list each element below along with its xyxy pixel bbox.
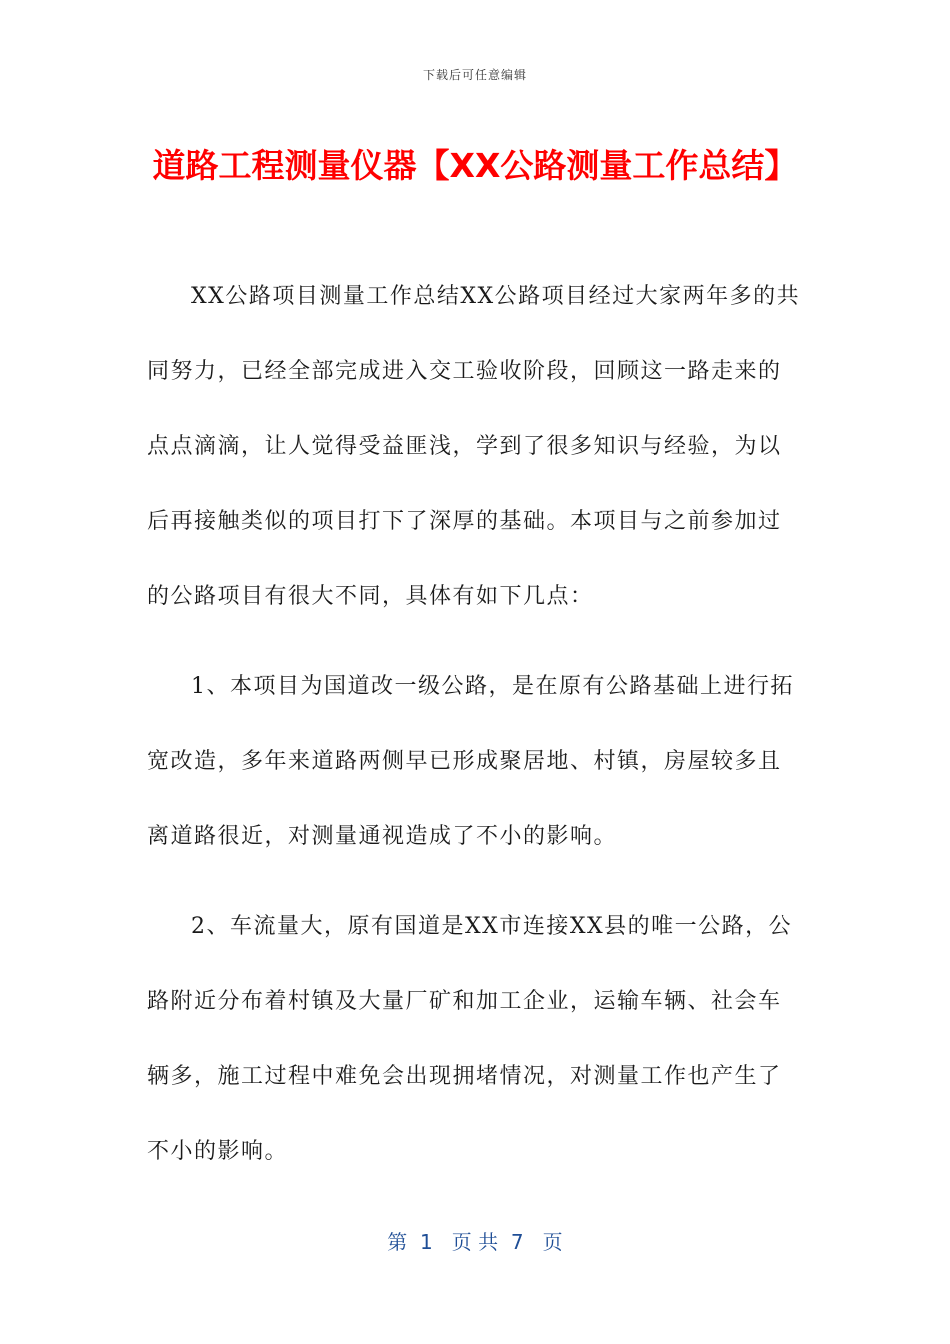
paragraph-line: 离道路很近，对测量通视造成了不小的影响。 xyxy=(147,824,618,849)
paragraph-line: 辆多，施工过程中难免会出现拥堵情况，对测量工作也产生了 xyxy=(147,1064,782,1089)
paragraph-line: 路附近分布着村镇及大量厂矿和加工企业，运输车辆、社会车 xyxy=(147,989,782,1014)
paragraph-line: 点点滴滴，让人觉得受益匪浅，学到了很多知识与经验，为以 xyxy=(147,434,782,459)
paragraph-line: 1、本项目为国道改一级公路，是在原有公路基础上进行拓 xyxy=(191,674,794,699)
page-footer: 第 1 页 共 7 页 xyxy=(387,1230,563,1254)
paragraph-line: 2、车流量大，原有国道是XX市连接XX县的唯一公路，公 xyxy=(191,914,793,939)
header-note: 下载后可任意编辑 xyxy=(422,68,527,82)
page-title: 道路工程测量仪器【XX公路测量工作总结】 xyxy=(152,146,798,185)
paragraph-line: 后再接触类似的项目打下了深厚的基础。本项目与之前参加过 xyxy=(147,509,782,534)
paragraph-line: 同努力，已经全部完成进入交工验收阶段，回顾这一路走来的 xyxy=(147,359,782,384)
paragraph-2 xyxy=(147,672,807,897)
paragraph-line: 不小的影响。 xyxy=(147,1139,289,1164)
paragraph-line: 的公路项目有很大不同，具体有如下几点： xyxy=(147,584,594,609)
paragraph-3 xyxy=(147,912,807,1212)
document-body xyxy=(147,282,807,1227)
paragraph-line: 宽改造，多年来道路两侧早已形成聚居地、村镇，房屋较多且 xyxy=(147,749,782,774)
paragraph-1 xyxy=(147,282,807,657)
paragraph-line: XX公路项目测量工作总结XX公路项目经过大家两年多的共 xyxy=(191,284,801,309)
